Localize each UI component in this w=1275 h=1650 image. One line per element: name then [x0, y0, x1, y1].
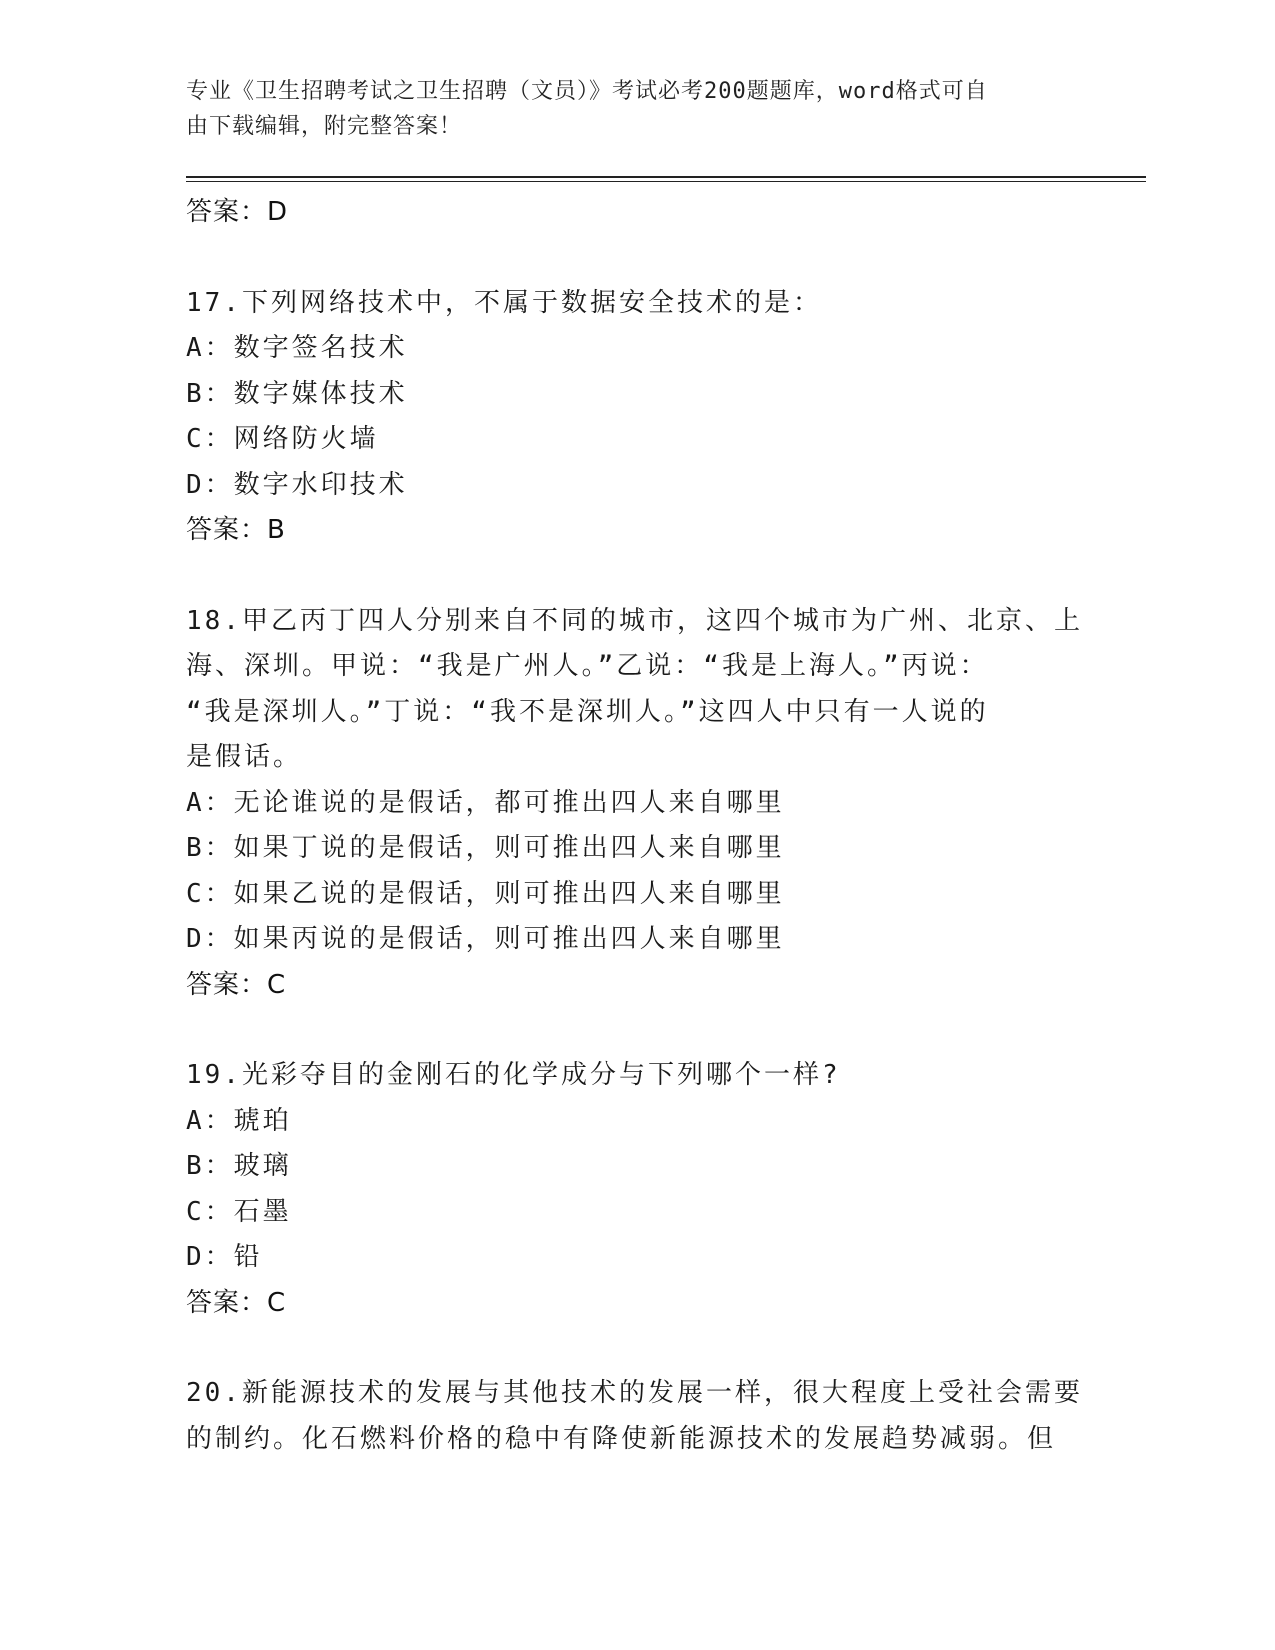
answer: 答案：B: [186, 515, 286, 545]
question-text-line: 海、深圳。甲说：“我是广州人。”乙说：“我是上海人。”丙说：: [186, 651, 989, 681]
question-19: [186, 1053, 1086, 1326]
option-b: B：如果丁说的是假话，则可推出四人来自哪里: [186, 833, 785, 863]
option-b: B：数字媒体技术: [186, 378, 408, 409]
header-divider-thin: [186, 181, 1146, 182]
option-d: D：如果丙说的是假话，则可推出四人来自哪里: [186, 924, 785, 954]
previous-answer: 答案：D: [186, 197, 289, 227]
question-text-line: 20.新能源技术的发展与其他技术的发展一样，很大程度上受社会需要: [186, 1378, 1083, 1408]
question-list: [186, 190, 1086, 1462]
option-a: A：数字签名技术: [186, 333, 408, 363]
spacer: [186, 1008, 1086, 1053]
question-text-line: 的制约。化石燃料价格的稳中有降使新能源技术的发展趋势减弱。但: [186, 1423, 1057, 1454]
spacer: [186, 554, 1086, 599]
option-a: A：无论谁说的是假话，都可推出四人来自哪里: [186, 787, 785, 818]
question-18: [186, 599, 1086, 1009]
document-header: [186, 74, 1066, 144]
option-b: B：玻璃: [186, 1151, 292, 1181]
header-line-1: 专业《卫生招聘考试之卫生招聘（文员）》考试必考200题题库，word格式可自: [186, 79, 988, 104]
option-c: C：网络防火墙: [186, 424, 379, 454]
question-text: 17.下列网络技术中，不属于数据安全技术的是：: [186, 287, 822, 318]
header-divider-thick: [186, 176, 1146, 178]
header-line-2: 由下载编辑，附完整答案！: [186, 114, 463, 139]
option-a: A：琥珀: [186, 1105, 292, 1136]
option-c: C：如果乙说的是假话，则可推出四人来自哪里: [186, 878, 785, 909]
option-c: C：石墨: [186, 1196, 292, 1227]
question-17: [186, 281, 1086, 554]
spacer: [186, 236, 1086, 281]
question-text-line: 18.甲乙丙丁四人分别来自不同的城市，这四个城市为广州、北京、上: [186, 605, 1083, 636]
spacer: [186, 1326, 1086, 1371]
question-text: 19.光彩夺目的金刚石的化学成分与下列哪个一样?: [186, 1060, 841, 1090]
question-text-line: 是假话。: [186, 742, 303, 772]
option-d: D：铅: [186, 1242, 263, 1272]
option-d: D：数字水印技术: [186, 469, 408, 500]
question-20: [186, 1371, 1086, 1462]
answer: 答案：C: [186, 969, 287, 1000]
answer: 答案：C: [186, 1287, 287, 1318]
question-text-line: “我是深圳人。”丁说：“我不是深圳人。”这四人中只有一人说的: [186, 696, 989, 727]
